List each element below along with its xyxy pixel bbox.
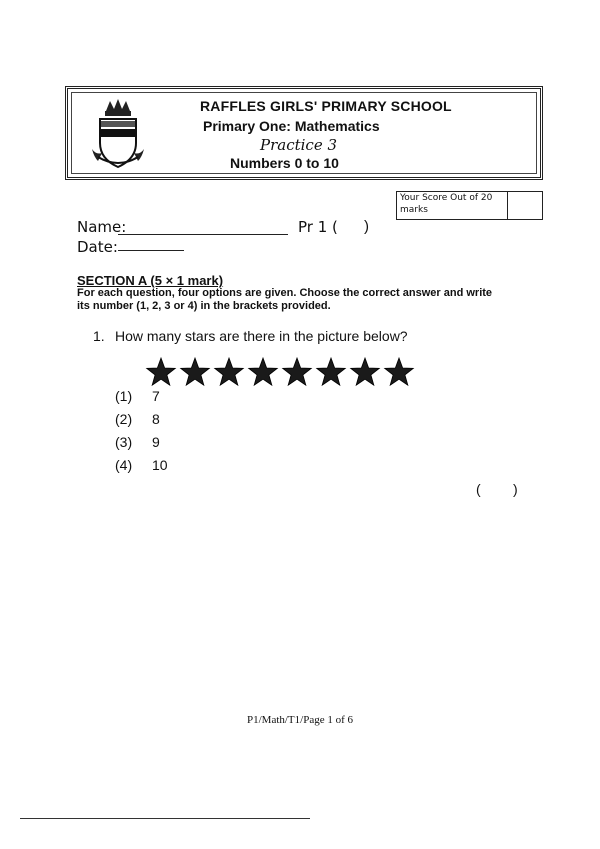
school-crest-icon: [88, 97, 148, 173]
star-icon: [283, 358, 312, 385]
star-icon: [249, 358, 278, 385]
option-label: (3): [115, 434, 133, 450]
class-label: Pr 1 (: [298, 218, 338, 236]
star-icon: [147, 358, 176, 385]
subject-title: Primary One: Mathematics: [203, 118, 380, 134]
score-label: Your Score Out of 20 marks: [400, 193, 493, 215]
option-value: 9: [152, 434, 160, 450]
option-label: (4): [115, 457, 133, 473]
star-icon: [385, 358, 414, 385]
page-footer: P1/Math/T1/Page 1 of 6: [246, 714, 354, 726]
star-icon: [181, 358, 210, 385]
question-text: How many stars are there in the picture below?: [115, 328, 408, 344]
date-field[interactable]: [118, 250, 184, 251]
option-label: (1): [115, 388, 133, 404]
star-icon: [215, 358, 244, 385]
answer-bracket-close: ): [513, 481, 518, 497]
option-label: (2): [115, 411, 133, 427]
name-field[interactable]: [118, 234, 288, 235]
name-label: Name:: [77, 218, 127, 236]
star-icon: [351, 358, 380, 385]
date-label: Date:: [77, 238, 118, 256]
question-number: 1.: [93, 328, 105, 344]
option-value: 8: [152, 411, 160, 427]
option-value: 7: [152, 388, 160, 404]
class-close-bracket: ): [364, 218, 369, 235]
topic-title: Numbers 0 to 10: [230, 155, 339, 171]
answer-bracket-open[interactable]: (: [476, 481, 481, 497]
section-title: SECTION A (5 × 1 mark): [77, 273, 224, 288]
bottom-rule: [20, 818, 310, 819]
section-instructions: For each question, four options are given. Choose the correct answer and write its number (1, 2, 3 or 4) in the brackets provided.: [77, 287, 493, 312]
star-icon: [317, 358, 346, 385]
practice-label: Practice 3: [260, 136, 338, 154]
school-name: RAFFLES GIRLS' PRIMARY SCHOOL: [200, 98, 452, 114]
option-value: 10: [152, 457, 168, 473]
stars-picture: [143, 356, 418, 388]
score-box-divider: [507, 192, 508, 219]
